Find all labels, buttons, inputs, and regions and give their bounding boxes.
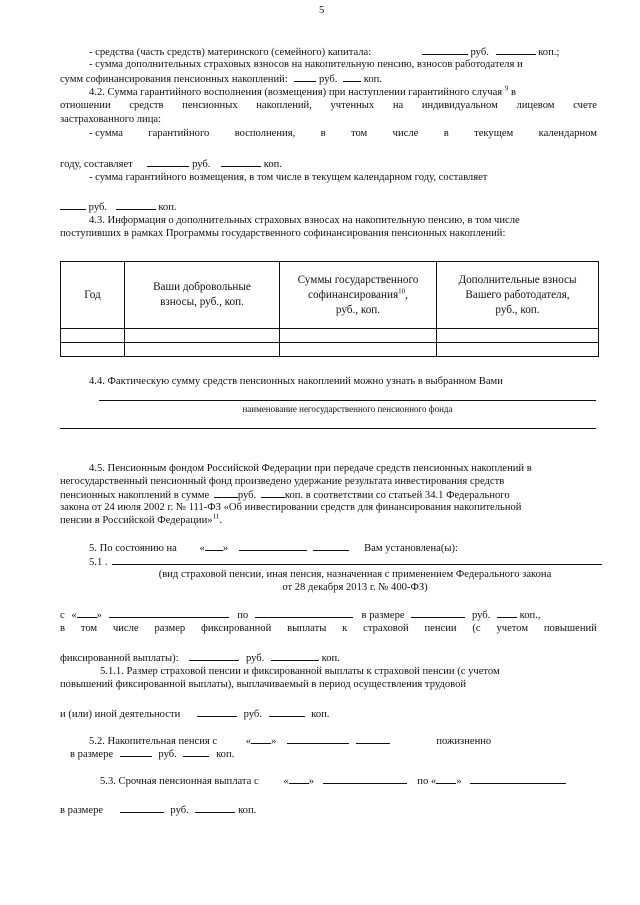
- section-4-2-end: в: [510, 87, 516, 98]
- rub-label: руб.: [192, 159, 211, 170]
- year-blank: [356, 734, 390, 744]
- kop-label: коп.: [363, 74, 382, 85]
- word: лицевом: [516, 100, 555, 111]
- section-4-5-line4: закона от 24 июля 2002 г. № 111-ФЗ «Об инвестировании средств для финансирования накопительной: [60, 502, 522, 513]
- word: отношении: [60, 100, 111, 111]
- guarantee-restoration-line: [89, 127, 597, 140]
- fixed-payment-amount-line: [60, 651, 340, 665]
- word: календарном: [538, 128, 597, 139]
- section-4-2-heading: [89, 86, 516, 99]
- section-4-5-line5: [60, 514, 222, 527]
- header-employer-line3: руб., коп.: [495, 303, 540, 316]
- rub-blank: [189, 651, 239, 661]
- text: в размере: [70, 749, 114, 760]
- word: индивидуальном: [421, 100, 498, 111]
- table-cell: [437, 329, 599, 343]
- section-4-2-text: 4.2. Сумма гарантийного восполнения (возмещения) при наступлении гарантийного случая: [89, 87, 503, 98]
- header-cofinancing-line2: софинансирования: [308, 288, 399, 301]
- header-voluntary-line1: Ваши добровольные: [153, 281, 251, 293]
- text: по: [237, 610, 249, 621]
- rub-label: руб.: [237, 490, 257, 501]
- word: повышений: [543, 623, 597, 634]
- month-blank: [287, 734, 349, 744]
- date-blank: [323, 774, 407, 784]
- quote-open: «: [283, 776, 289, 787]
- quote-open: «: [245, 736, 252, 747]
- kop-blank: [496, 45, 536, 55]
- rub-label: руб.: [88, 202, 108, 213]
- kop-blank: [221, 157, 261, 167]
- word: числе: [392, 128, 419, 139]
- funded-pension-line: [89, 734, 491, 748]
- additional-contributions-line: - сумма дополнительных страховых взносов на накопительную пенсию, взносов работодателя и: [89, 59, 523, 70]
- text: Вам установлена(ы):: [364, 543, 458, 554]
- kop-blank: [271, 651, 319, 661]
- day-blank: [251, 734, 271, 744]
- quote-close: »: [96, 610, 102, 621]
- pension-type-caption-2: от 28 декабря 2013 г. № 400-ФЗ): [282, 582, 428, 593]
- date-blank: [109, 608, 229, 618]
- year-amount-label: году, составляет: [60, 159, 133, 170]
- rub-blank: [120, 747, 152, 757]
- rub-blank: [197, 707, 237, 717]
- insured-person-line: застрахованного лица:: [60, 114, 162, 125]
- header-cofinancing: [280, 262, 437, 329]
- fund-name-line: [99, 400, 596, 401]
- kop-label: коп.: [216, 749, 235, 760]
- word: учетом: [496, 623, 529, 634]
- text: 5.3. Срочная пенсионная выплата с: [100, 776, 259, 787]
- kop-label: коп.: [158, 202, 177, 213]
- kop-label: коп.: [311, 709, 330, 720]
- word: страховой: [363, 623, 409, 634]
- header-cofinancing-line3: руб., коп.: [335, 303, 381, 316]
- maternal-capital-line: [89, 45, 559, 59]
- rub-label: руб.: [158, 749, 177, 760]
- text: пенсионных накоплений в сумме: [60, 490, 210, 501]
- word: средств: [129, 100, 164, 111]
- day-blank: [436, 774, 456, 784]
- rub-blank: [422, 45, 468, 55]
- rub-label: руб.: [245, 653, 265, 664]
- page-number: 5: [319, 5, 325, 16]
- rub-blank: [147, 157, 189, 167]
- guarantee-compensation-line: - сумма гарантийного возмещения, в том числе в текущем календарном году, составляет: [89, 172, 488, 183]
- date-blank: [255, 608, 353, 618]
- rub-blank: [411, 608, 465, 618]
- day-blank: [77, 608, 97, 618]
- table-row: [61, 329, 599, 343]
- word: том: [350, 128, 368, 139]
- quote-close: »: [456, 776, 462, 787]
- text: коп. в соответствии со статьей 34.1 Федерального: [284, 490, 510, 501]
- text: и (или) иной деятельности: [60, 709, 181, 720]
- cofinancing-label: сумм софинансирования пенсионных накоплений:: [60, 74, 288, 85]
- comma: ,: [405, 288, 408, 301]
- text: с: [60, 610, 65, 621]
- rub-blank: [120, 803, 164, 813]
- table-cell: [437, 343, 599, 357]
- fund-name-line-2: [60, 428, 596, 429]
- kop-blank: [343, 72, 361, 82]
- footnote-ref: 9: [504, 84, 509, 93]
- quote-open: «: [199, 543, 205, 554]
- quote-close: »: [222, 543, 229, 554]
- section-5-1-1-line2: повышений фиксированной выплаты), выплачиваемый в период осуществления трудовой: [60, 679, 467, 690]
- section-4-5-line3: [60, 488, 510, 502]
- text: пожизненно: [436, 736, 492, 747]
- cofinancing-line: [60, 72, 382, 86]
- word: на: [392, 100, 404, 111]
- text: в размере: [361, 610, 405, 621]
- rub-label: руб.: [471, 610, 491, 621]
- text: 5.2. Накопительная пенсия с: [89, 736, 218, 747]
- maternal-capital-label: - средства (часть средств) материнского (семейного) капитала:: [89, 47, 372, 58]
- pension-type-caption-1: (вид страховой пенсии, иная пенсия, назначенная с применением Федерального закона: [158, 569, 552, 580]
- text: фиксированной выплаты):: [60, 653, 179, 664]
- word: том: [80, 623, 98, 634]
- header-employer-line2: Вашего работодателя,: [465, 288, 570, 301]
- rub-label: руб.: [319, 74, 338, 85]
- word: текущем: [474, 128, 514, 139]
- period: .: [219, 515, 222, 526]
- quote-open: «: [71, 610, 77, 621]
- table-row: [61, 343, 599, 357]
- word: в: [320, 128, 326, 139]
- rub-blank: [214, 488, 238, 498]
- table-header-row: [61, 262, 599, 329]
- table-cell: [280, 343, 437, 357]
- contributions-table: [60, 261, 599, 357]
- funded-pension-amount-line: [70, 747, 234, 761]
- month-blank: [239, 541, 307, 551]
- word: счете: [573, 100, 597, 111]
- table-cell: [61, 343, 125, 357]
- kop-blank: [183, 747, 209, 757]
- header-year-label: Год: [84, 288, 101, 301]
- header-year: [61, 262, 125, 329]
- word: в: [60, 623, 66, 634]
- kop-label: коп.;: [538, 47, 560, 58]
- rub-blank: [294, 72, 316, 82]
- day-blank: [289, 774, 309, 784]
- word: фиксированной: [201, 623, 272, 634]
- kop-label: коп.: [263, 159, 282, 170]
- word: пенсии: [424, 623, 457, 634]
- text: в размере: [60, 805, 104, 816]
- table-cell: [125, 343, 280, 357]
- quote-close: »: [271, 736, 277, 747]
- table-cell: [280, 329, 437, 343]
- section-4-5-line2: негосударственный пенсионный фонд произведено удержание результата инвестирования средств: [60, 476, 505, 487]
- text: пенсии в Российской Федерации»: [60, 515, 213, 526]
- word: размер: [154, 623, 186, 634]
- header-employer: [437, 262, 599, 329]
- word: в: [443, 128, 449, 139]
- word: (с: [472, 623, 481, 634]
- word: гарантийного: [148, 128, 210, 139]
- rub-label: руб.: [243, 709, 262, 720]
- word: - сумма: [89, 128, 123, 139]
- compensation-amount-line: [60, 200, 177, 214]
- text: 5.1 .: [89, 557, 108, 568]
- kop-blank: [261, 488, 285, 498]
- section-4-5-line1: 4.5. Пенсионным фондом Российской Федерации при передаче средств пенсионных накоплений в: [89, 463, 532, 474]
- year-blank: [313, 541, 349, 551]
- work-period-amount-line: [60, 707, 329, 721]
- kop-label: коп.,: [519, 610, 541, 621]
- kop-label: коп.: [321, 653, 340, 664]
- kop-blank: [269, 707, 305, 717]
- kop-blank: [116, 200, 156, 210]
- word: выплаты: [287, 623, 327, 634]
- section-4-3-line2: поступивших в рамках Программы государственного софинансирования пенсионных накоплений:: [60, 228, 506, 239]
- word: накоплений,: [256, 100, 312, 111]
- pension-type-line: [89, 555, 602, 569]
- kop-blank: [497, 608, 517, 618]
- text: по «: [417, 776, 437, 787]
- quote-close: »: [308, 776, 314, 787]
- word: пенсионных: [182, 100, 238, 111]
- section-4-3-heading: 4.3. Информация о дополнительных страховых взносах на накопительную пенсию, в том числе: [89, 215, 520, 226]
- word: восполнения,: [234, 128, 296, 139]
- table-cell: [125, 329, 280, 343]
- section-4-2-line2: [60, 99, 597, 112]
- term-payment-amount-line: [60, 803, 256, 817]
- word: к: [342, 623, 348, 634]
- header-voluntary-line2: взносы, руб., коп.: [160, 296, 244, 308]
- text: 5. По состоянию на: [89, 543, 177, 554]
- term-payment-line: [100, 774, 566, 788]
- kop-blank: [195, 803, 235, 813]
- year-amount-line: [60, 157, 282, 171]
- fixed-payment-line: [60, 622, 597, 635]
- word: числе: [112, 623, 139, 634]
- rub-blank: [60, 200, 86, 210]
- day-blank: [205, 541, 223, 551]
- header-voluntary: [125, 262, 280, 329]
- section-5-1-1-line1: 5.1.1. Размер страховой пенсии и фиксированной выплаты к страховой пенсии (с учетом: [100, 666, 500, 677]
- kop-label: коп.: [238, 805, 257, 816]
- section-4-4-line: 4.4. Фактическую сумму средств пенсионных накоплений можно узнать в выбранном Вами: [89, 376, 503, 387]
- table-cell: [61, 329, 125, 343]
- footnote-ref: 10: [398, 286, 406, 295]
- header-employer-line1: Дополнительные взносы: [458, 273, 577, 286]
- fund-name-caption: наименование негосударственного пенсионного фонда: [242, 404, 453, 414]
- rub-label: руб.: [170, 805, 189, 816]
- footnote-ref: 11: [212, 512, 220, 521]
- header-cofinancing-line1: Суммы государственного: [297, 273, 419, 286]
- rub-label: руб.: [470, 47, 489, 58]
- section-5-heading: [89, 541, 458, 555]
- word: учтенных: [330, 100, 375, 111]
- pension-type-blank: [112, 555, 602, 565]
- date-blank: [470, 774, 566, 784]
- pension-period-line: [60, 608, 541, 622]
